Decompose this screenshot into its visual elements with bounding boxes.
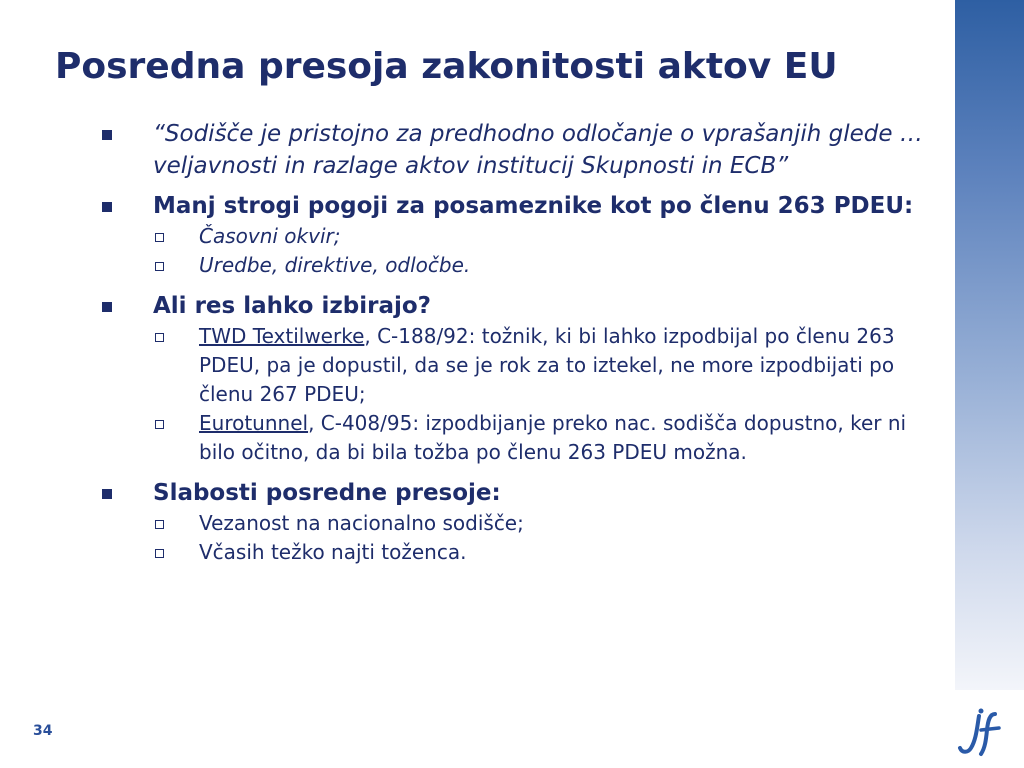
square-bullet-icon xyxy=(102,130,112,140)
hollow-square-bullet-icon xyxy=(155,233,164,242)
sub-item xyxy=(155,409,930,467)
hollow-square-bullet-icon xyxy=(155,333,164,342)
case-description: , C-408/95: izpodbijanje preko nac. sodišča dopustno, ker ni bilo očitno, da bi bila tožba po členu 263 PDEU možna. xyxy=(199,411,907,464)
sub-item-text xyxy=(199,322,919,409)
sub-item-text xyxy=(199,409,919,467)
bullet-list xyxy=(100,118,930,577)
case-link-twd[interactable]: TWD Textilwerke xyxy=(199,324,365,348)
sub-item xyxy=(155,509,930,538)
page-number: 34 xyxy=(33,723,53,739)
bullet-heading: Slabosti posredne presoje: xyxy=(153,480,501,506)
slide-title: Posredna presoja zakonitosti aktov EU xyxy=(55,46,838,87)
sub-list xyxy=(155,509,930,567)
sub-item-text: Uredbe, direktive, odločbe. xyxy=(199,253,471,277)
sub-list xyxy=(155,322,930,467)
bullet-item xyxy=(100,118,930,182)
sub-item xyxy=(155,322,930,409)
bullet-heading: Ali res lahko izbirajo? xyxy=(153,293,431,319)
square-bullet-icon xyxy=(102,302,112,312)
sub-item xyxy=(155,538,930,567)
hollow-square-bullet-icon xyxy=(155,420,164,429)
hollow-square-bullet-icon xyxy=(155,262,164,271)
bullet-item xyxy=(100,190,930,222)
case-link-eurotunnel[interactable]: Eurotunnel xyxy=(199,411,309,435)
sub-item-text: Vezanost na nacionalno sodišče; xyxy=(199,511,524,535)
jf-logo-icon xyxy=(957,708,1007,758)
sub-item xyxy=(155,251,930,280)
decorative-side-band xyxy=(955,0,1024,690)
square-bullet-icon xyxy=(102,489,112,499)
sub-item-text: Časovni okvir; xyxy=(199,224,341,248)
hollow-square-bullet-icon xyxy=(155,549,164,558)
bullet-item xyxy=(100,477,930,509)
sub-item xyxy=(155,222,930,251)
sub-list xyxy=(155,222,930,280)
case-description: , C-188/92: tožnik, ki bi lahko izpodbijal po členu 263 PDEU, pa je dopustil, da se je rok za to iztekel, ne more izpodbijati po členu 267 PDEU; xyxy=(199,324,895,406)
sub-item-text: Včasih težko najti toženca. xyxy=(199,540,467,564)
square-bullet-icon xyxy=(102,202,112,212)
hollow-square-bullet-icon xyxy=(155,520,164,529)
bullet-heading: Manj strogi pogoji za posameznike kot po členu 263 PDEU: xyxy=(153,193,914,219)
bullet-item xyxy=(100,290,930,322)
quote-text: “Sodišče je pristojno za predhodno odločanje o vprašanjih glede … veljavnosti in razlage aktov institucij Skupnosti in ECB” xyxy=(153,121,923,179)
